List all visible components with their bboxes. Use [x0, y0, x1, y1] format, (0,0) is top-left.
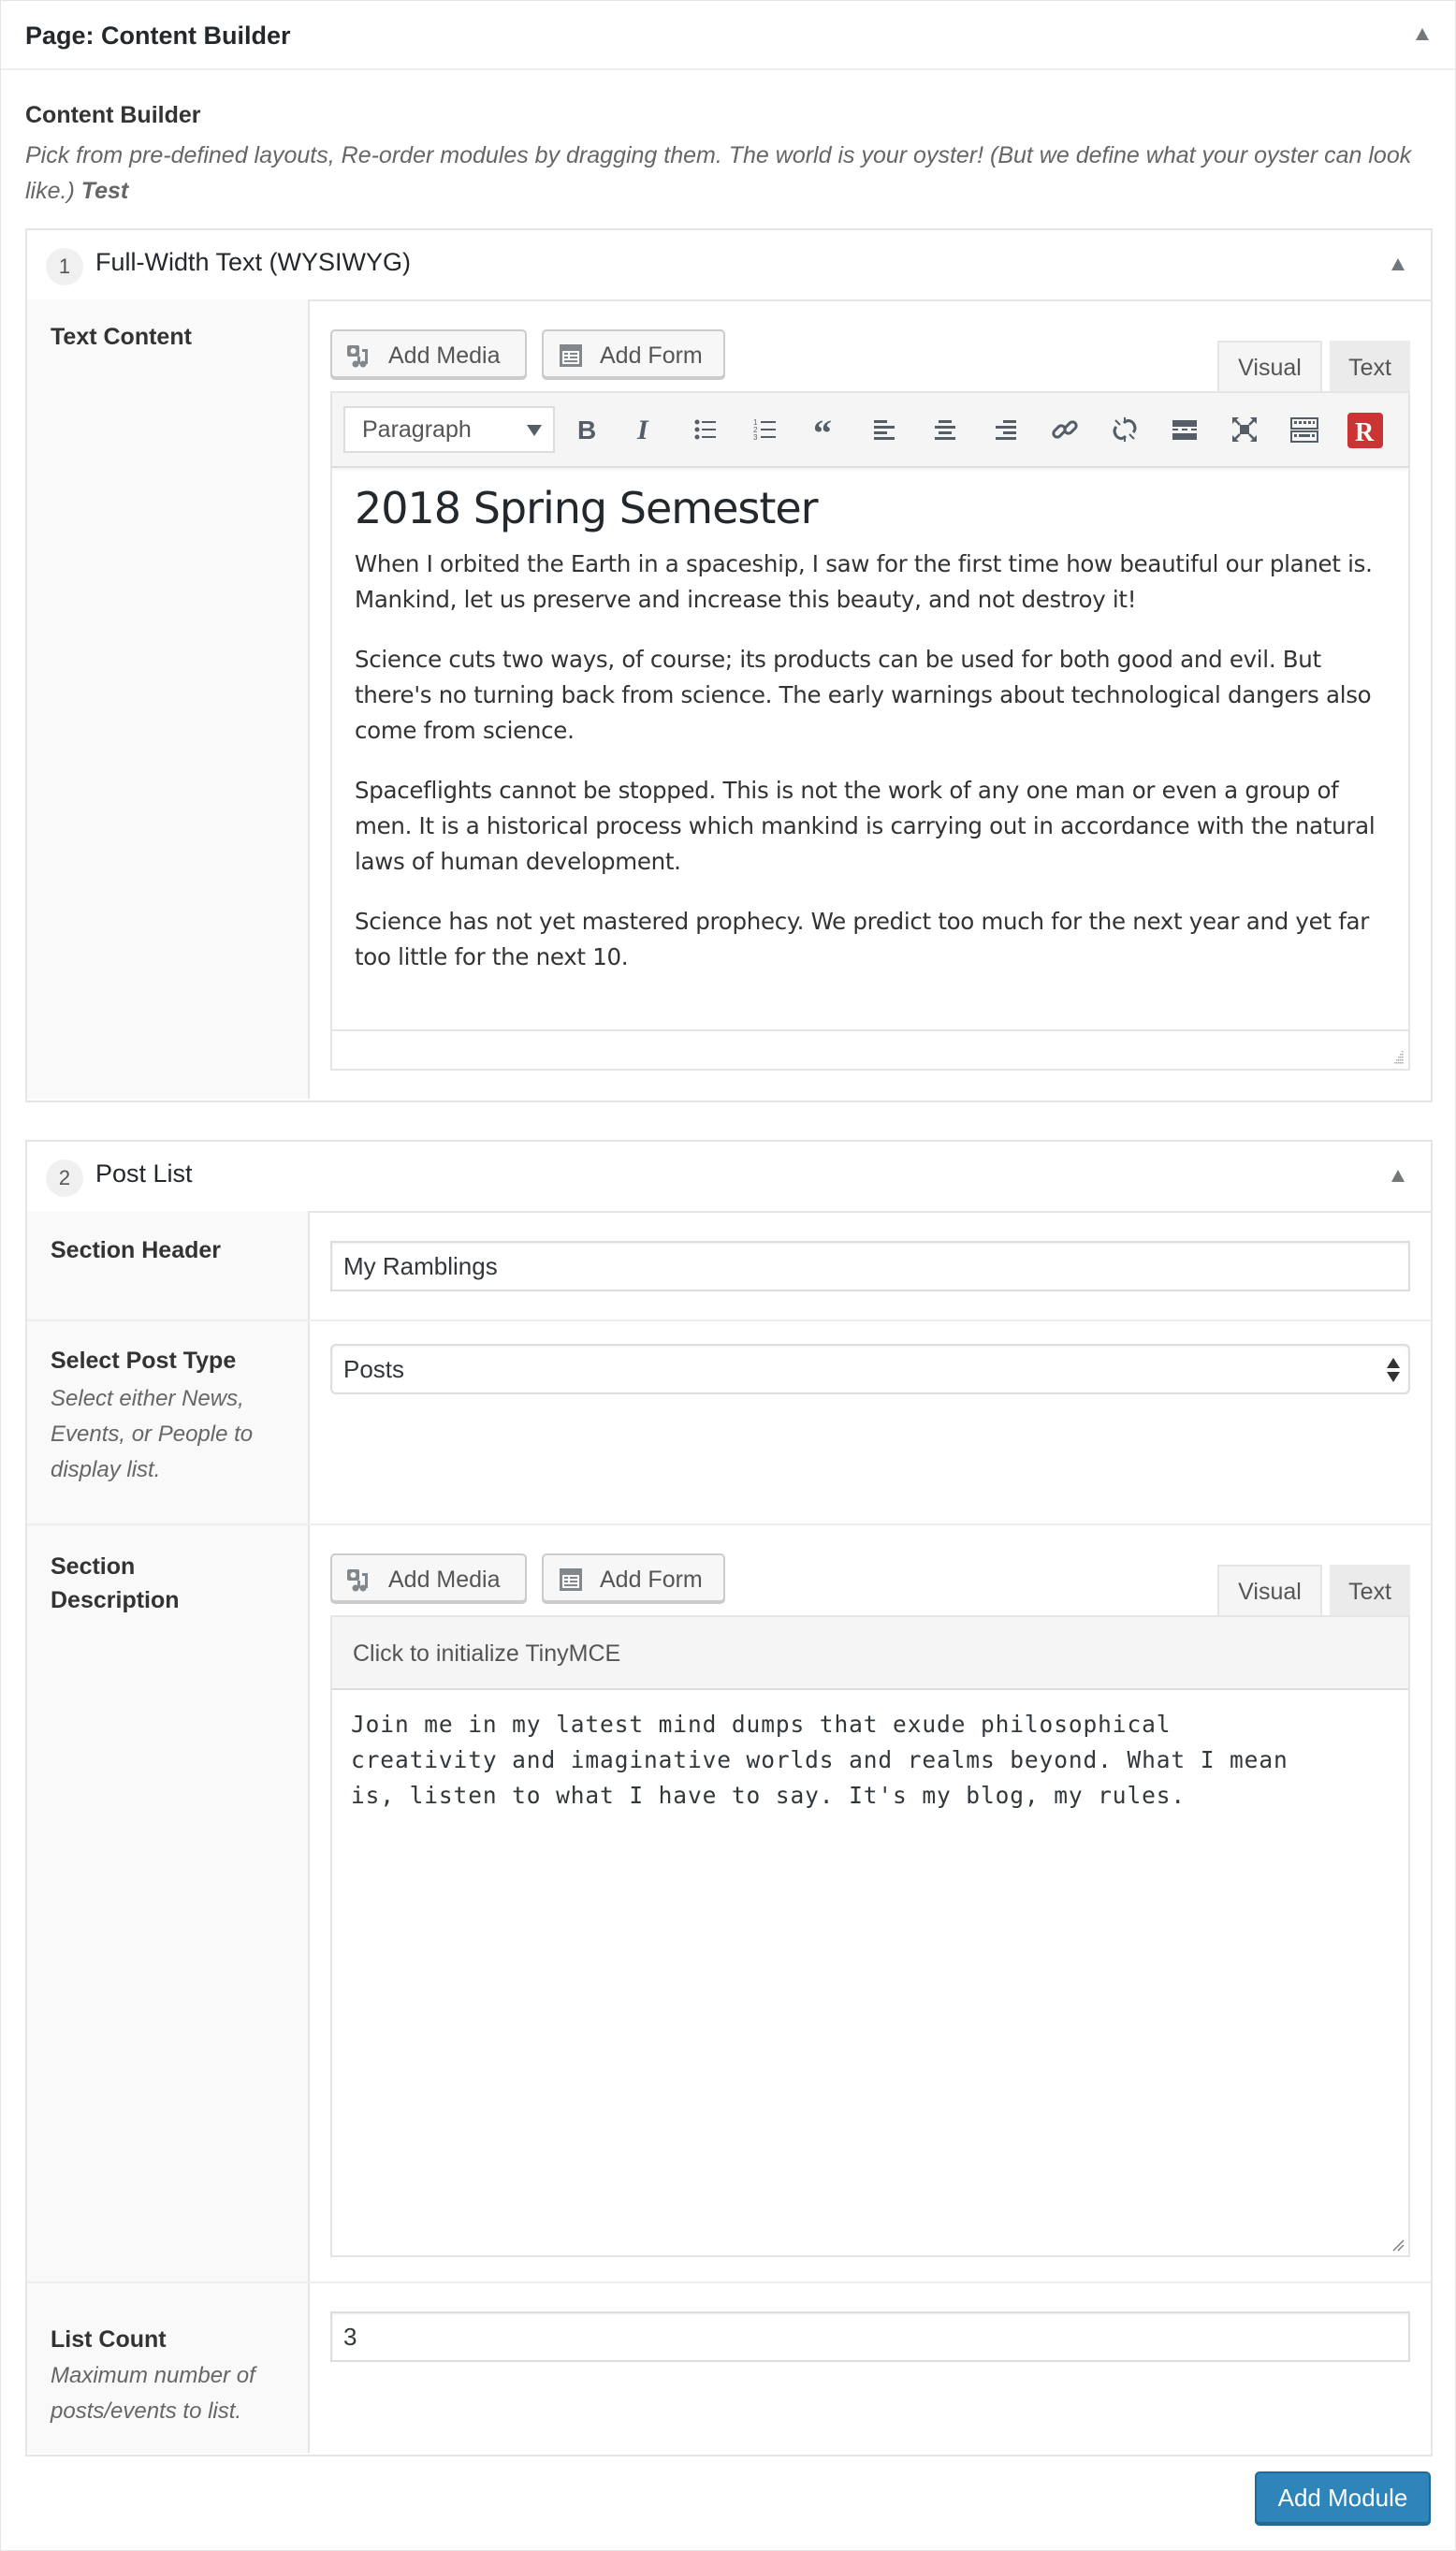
- module-full-width-text: [25, 228, 1433, 1102]
- module-header[interactable]: [27, 1142, 1431, 1213]
- field-label-cell: [27, 1211, 310, 1319]
- module-number: 2: [46, 1159, 83, 1197]
- tab-text[interactable]: Text: [1330, 341, 1410, 393]
- post-type-value: Posts: [343, 1355, 405, 1383]
- bold-icon[interactable]: [570, 414, 602, 445]
- add-form-button[interactable]: [542, 329, 725, 378]
- r-plugin-icon[interactable]: [1347, 412, 1384, 449]
- add-media-button[interactable]: [330, 1553, 527, 1602]
- field-label: Text Content: [51, 324, 192, 350]
- svg-text:“: “: [813, 414, 832, 445]
- field-row-text-content: [27, 299, 1431, 1099]
- field-row-list-count: [27, 2281, 1431, 2453]
- module-header[interactable]: [27, 230, 1431, 301]
- tab-visual[interactable]: Visual: [1217, 341, 1322, 393]
- description-textarea[interactable]: Join me in my latest mind dumps that exude philosophical creativity and imaginative worlds and realms beyond. What I mean is, listen to what I have to say. It's my blog, my rules.: [351, 1711, 1289, 1809]
- field-row-section-description: [27, 1523, 1431, 2283]
- section-header-input[interactable]: My Ramblings: [330, 1241, 1410, 1291]
- svg-text:3: 3: [753, 433, 758, 442]
- add-media-icon: [347, 343, 371, 368]
- blockquote-icon[interactable]: [809, 414, 841, 445]
- content-paragraph: When I orbited the Earth in a spaceship, I saw for the first time how beautiful our planet is. Mankind, let us preserve and increase this beauty, and not destroy it!: [355, 550, 1373, 613]
- tab-visual[interactable]: Visual: [1217, 1565, 1322, 1617]
- add-module-button[interactable]: Add Module: [1255, 2471, 1431, 2524]
- add-media-label: Add Media: [388, 343, 501, 369]
- add-media-label: Add Media: [388, 1567, 501, 1593]
- bulleted-list-icon[interactable]: [690, 414, 721, 445]
- wysiwyg-editor: [330, 391, 1410, 1071]
- field-label: Section Header: [51, 1237, 222, 1263]
- field-hint: Select either News, Events, or People to display list.: [51, 1386, 254, 1482]
- content-paragraph: Spaceflights cannot be stopped. This is not the work of any one man or even a group of men. It is a historical process which mankind is carrying out in accordance with the natural laws of human development.: [355, 777, 1376, 875]
- collapse-toggle-icon[interactable]: [1416, 28, 1429, 40]
- field-label-cell: [27, 1321, 310, 1525]
- svg-text:B: B: [577, 415, 597, 445]
- module-title: Full-Width Text (WYSIWYG): [95, 248, 412, 276]
- format-select-value: Paragraph: [362, 416, 472, 443]
- svg-text:1: 1: [753, 418, 758, 427]
- collapse-toggle-icon[interactable]: [1391, 1170, 1405, 1182]
- chevron-down-icon: [527, 425, 542, 436]
- editor-statusbar: [332, 1029, 1408, 1069]
- description-editor: [330, 1615, 1410, 2257]
- description-text: Pick from pre-defined layouts, Re-order modules by dragging them. The world is your oyster! (But we define what your oyster can look like.): [25, 142, 1412, 204]
- content-paragraph: Science cuts two ways, of course; its products can be used for both good and evil. But there's no turning back from science. The early warnings about technological dangers also come from science.: [355, 646, 1372, 744]
- content-paragraph: Science has not yet mastered prophecy. We predict too much for the next year and yet far too little for the next 10.: [355, 908, 1370, 970]
- fullscreen-icon[interactable]: [1229, 414, 1260, 445]
- field-label-cell: [27, 299, 310, 1099]
- italic-icon[interactable]: [630, 414, 662, 445]
- align-center-icon[interactable]: [929, 414, 961, 445]
- editor-content[interactable]: [355, 483, 1386, 999]
- numbered-list-icon[interactable]: [750, 414, 781, 445]
- unlink-icon[interactable]: [1109, 414, 1141, 445]
- resize-handle-icon[interactable]: [1391, 2238, 1405, 2252]
- field-label-cell: [27, 2283, 310, 2453]
- svg-text:R: R: [1355, 418, 1375, 447]
- format-select[interactable]: [343, 406, 555, 453]
- add-form-icon: [559, 1567, 583, 1592]
- align-left-icon[interactable]: [869, 414, 901, 445]
- panel-header[interactable]: [1, 1, 1455, 70]
- field-label: List Count: [51, 2326, 167, 2353]
- link-icon[interactable]: [1049, 414, 1081, 445]
- tinymce-init-bar[interactable]: Click to initialize TinyMCE: [332, 1617, 1408, 1690]
- module-post-list: [25, 1140, 1433, 2456]
- add-form-label: Add Form: [600, 1567, 703, 1593]
- resize-handle-icon[interactable]: [1390, 1050, 1405, 1065]
- module-number: 1: [46, 248, 83, 285]
- align-right-icon[interactable]: [989, 414, 1021, 445]
- list-count-input[interactable]: 3: [330, 2311, 1410, 2362]
- editor-toolbar: [332, 393, 1408, 468]
- tab-text[interactable]: Text: [1330, 1565, 1410, 1617]
- field-row-section-header: [27, 1211, 1431, 1319]
- add-form-label: Add Form: [600, 343, 703, 369]
- add-media-icon: [347, 1567, 371, 1592]
- field-label: Select Post Type: [51, 1348, 237, 1374]
- select-updown-icon: [1386, 1357, 1401, 1383]
- field-description: [25, 138, 1420, 209]
- field-hint: Maximum number of posts/events to list.: [51, 2363, 255, 2424]
- add-media-button[interactable]: [330, 329, 527, 378]
- field-label-cell: [27, 1525, 310, 2283]
- read-more-icon[interactable]: [1169, 414, 1201, 445]
- panel-title: Page: Content Builder: [25, 22, 291, 50]
- collapse-toggle-icon[interactable]: [1391, 258, 1405, 270]
- add-form-button[interactable]: [542, 1553, 725, 1602]
- field-label: Content Builder: [25, 102, 201, 128]
- module-title: Post List: [95, 1159, 193, 1188]
- field-label: Section Description: [51, 1553, 180, 1613]
- add-form-icon: [559, 343, 583, 368]
- post-type-select[interactable]: [330, 1344, 1410, 1394]
- toolbar-toggle-icon[interactable]: [1289, 414, 1320, 445]
- svg-text:I: I: [637, 415, 648, 445]
- description-bold: Test: [80, 178, 129, 204]
- field-row-post-type: [27, 1319, 1431, 1525]
- content-heading: 2018 Spring Semester: [355, 483, 818, 533]
- svg-text:2: 2: [753, 426, 758, 434]
